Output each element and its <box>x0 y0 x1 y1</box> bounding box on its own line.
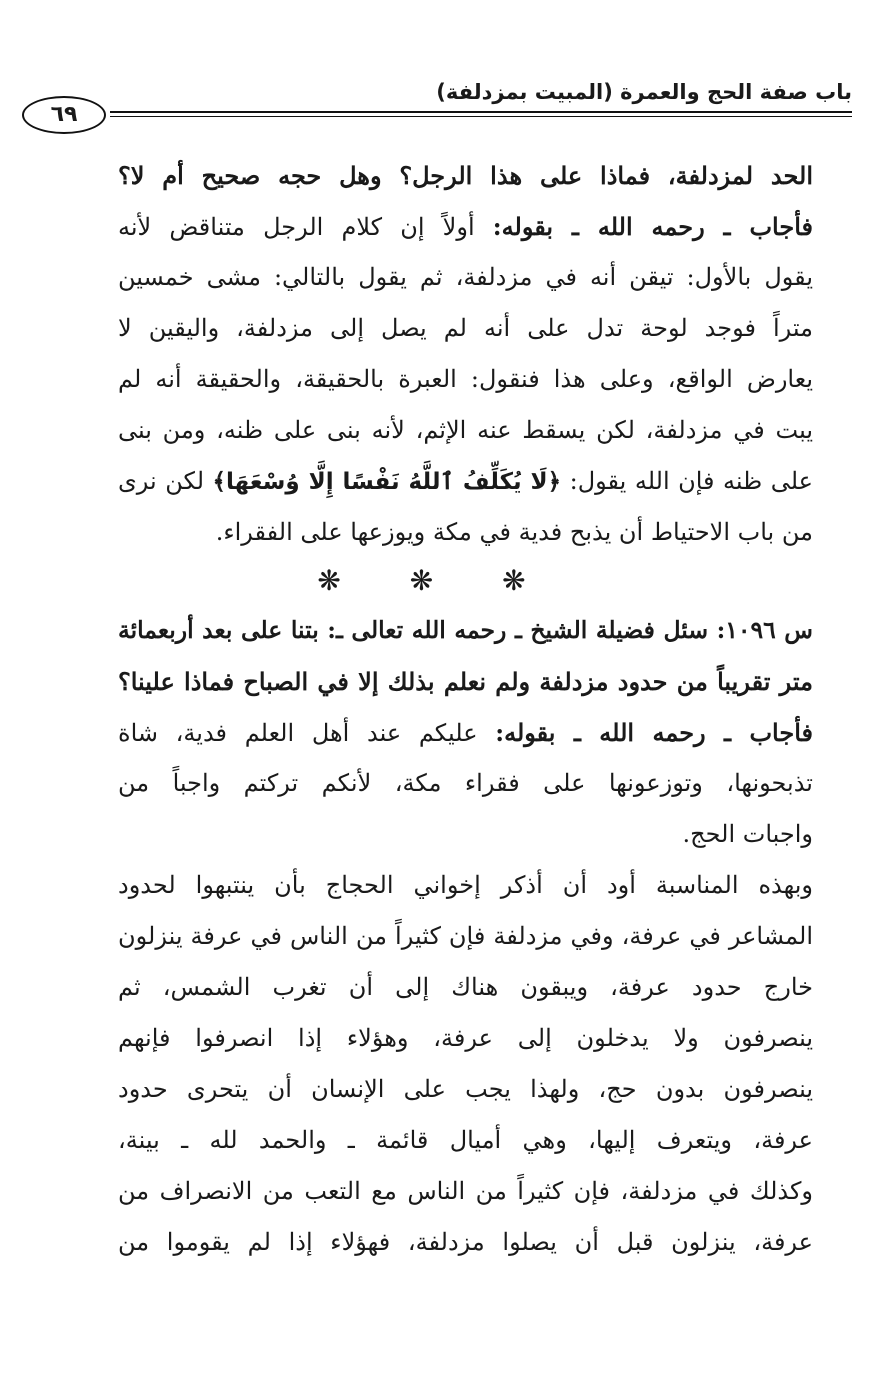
text-line <box>118 707 813 759</box>
header-rule-thin <box>110 116 852 117</box>
page-header <box>22 78 852 128</box>
text-line <box>118 507 813 558</box>
line-text: وكذلك في مزدلفة، فإن كثيراً من الناس مع التعب من الانصراف من <box>118 1177 813 1205</box>
line-text: متراً فوجد لوحة تدل على أنه لم يصل إلى مزدلفة، واليقين لا <box>118 314 813 342</box>
page-number: ٦٩ <box>22 96 106 134</box>
text-line <box>118 1013 813 1064</box>
section-separator: ❋ ❋ ❋ <box>317 564 556 597</box>
line-text: يقول بالأول: تيقن أنه في مزدلفة، ثم يقول بالتالي: مشى خمسين <box>118 263 813 291</box>
text-line <box>118 962 813 1013</box>
text-line <box>118 1064 813 1115</box>
text-line <box>118 656 813 707</box>
line-text: ينصرفون بدون حج، ولهذا يجب على الإنسان أن يتحرى حدود <box>118 1075 814 1103</box>
question-heading: س ١٠٩٦: سئل فضيلة الشيخ ـ رحمه الله تعالى ـ: بتنا على بعد أربعمائة <box>118 616 813 644</box>
text-line <box>118 1115 813 1166</box>
question-text: متر تقريباً من حدود مزدلفة ولم نعلم بذلك إلا في الصباح فماذا علينا؟ <box>118 667 813 696</box>
line-text: من باب الاحتياط أن يذبح فدية في مكة ويوزعها على الفقراء. <box>215 518 813 546</box>
text-line <box>118 1166 813 1217</box>
line-text: عرفة، ينزلون قبل أن يصلوا مزدلفة، فهؤلاء إذا لم يقوموا من <box>118 1228 813 1256</box>
text-line <box>118 405 813 456</box>
text-line <box>118 252 813 303</box>
answer-lead: فأجاب ـ رحمه الله ـ بقوله: <box>495 718 813 747</box>
line-text: المشاعر في عرفة، وفي مزدلفة فإن كثيراً من الناس في عرفة ينزلون <box>118 922 814 950</box>
answer-lead: فأجاب ـ رحمه الله ـ بقوله: <box>492 212 813 241</box>
line-text: أولاً إن كلام الرجل متناقض لأنه <box>118 213 493 241</box>
text-line <box>118 809 813 860</box>
line-text: يبت في مزدلفة، لكن يسقط عنه الإثم، لأنه بنى على ظنه، ومن بنى <box>118 416 813 444</box>
line-text: على ظنه فإن الله يقول: <box>561 467 813 495</box>
text-line <box>118 354 813 405</box>
text-line <box>118 911 813 962</box>
header-rule <box>110 111 852 113</box>
text-line <box>118 1217 813 1268</box>
text-line <box>118 605 813 656</box>
line-text: خارج حدود عرفة، ويبقون هناك إلى أن تغرب الشمس، ثم <box>118 973 813 1001</box>
line-text: تذبحونها، وتوزعونها على فقراء مكة، لأنكم تركتم واجباً من <box>118 769 813 797</box>
text-line <box>118 150 813 201</box>
line-text: لكن نرى <box>118 467 213 495</box>
line-bold: الحد لمزدلفة، فماذا على هذا الرجل؟ وهل حجه صحيح أم لا؟ <box>118 161 813 190</box>
line-text: يعارض الواقع، وعلى هذا فنقول: العبرة بالحقيقة، والحقيقة أنه لم <box>118 365 813 393</box>
text-line <box>118 860 813 911</box>
text-line <box>118 201 813 253</box>
text-line <box>118 303 813 354</box>
text-line <box>118 456 813 508</box>
line-text: عليكم عند أهل العلم فدية، شاة <box>118 719 496 747</box>
quran-verse: ﴿لَا يُكَلِّفُ ٱللَّهُ نَفْسًا إِلَّا وُسْعَهَا﴾ <box>212 469 562 495</box>
line-text: وبهذه المناسبة أود أن أذكر إخواني الحجاج بأن ينتبهوا لحدود <box>118 871 813 899</box>
line-text: عرفة، ويتعرف إليها، وهي أميال قائمة ـ والحمد لله ـ بينة، <box>118 1126 813 1154</box>
line-text: واجبات الحج. <box>682 820 813 848</box>
line-text: ينصرفون ولا يدخلون إلى عرفة، وهؤلاء إذا انصرفوا فإنهم <box>118 1024 813 1052</box>
chapter-title: باب صفة الحج والعمرة (المبيت بمزدلفة) <box>436 80 852 104</box>
text-line <box>118 758 813 809</box>
